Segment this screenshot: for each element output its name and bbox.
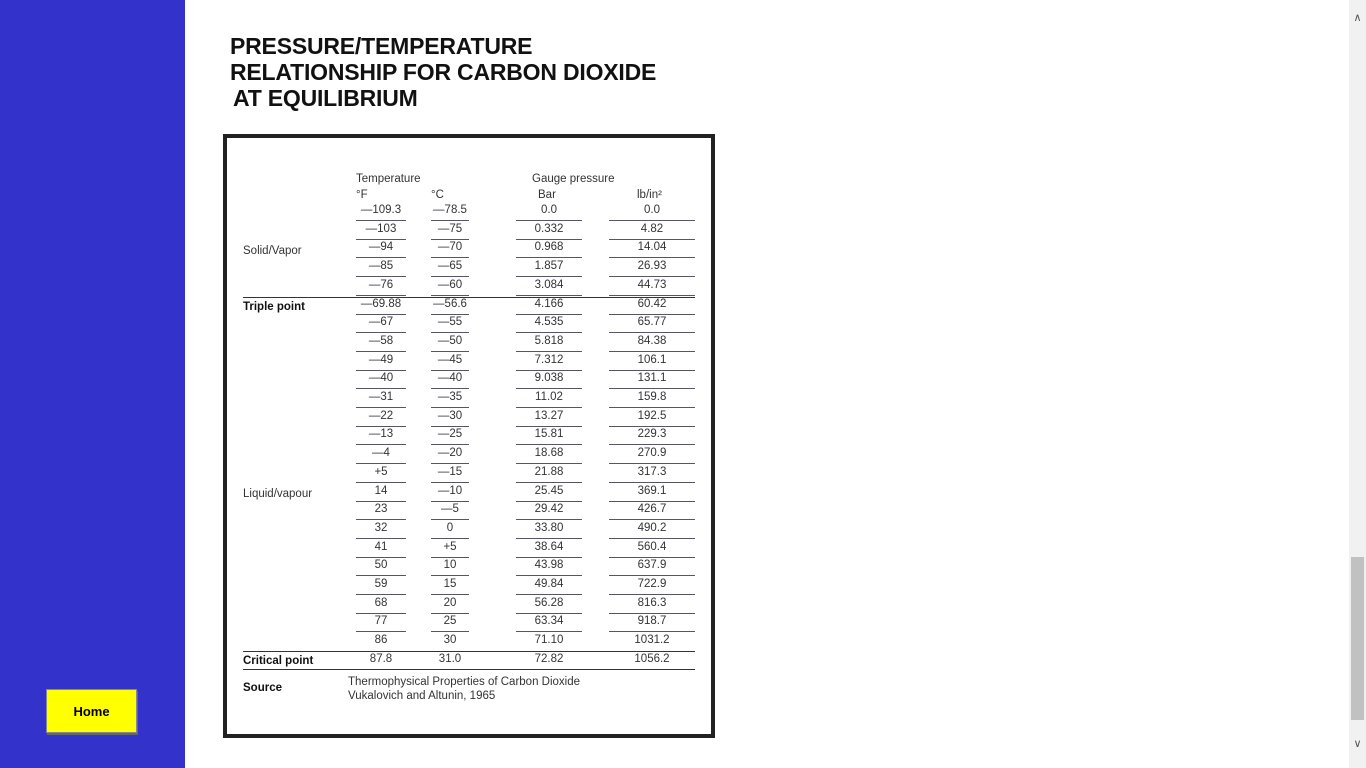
source-line-2: Vukalovich and Altunin, 1965 — [348, 690, 496, 702]
table-cell-psi: 1031.2 — [634, 634, 670, 647]
cell-underline — [431, 575, 469, 576]
table-cell-bar: 4.535 — [534, 316, 564, 329]
table-cell-c: —50 — [437, 334, 463, 347]
table-cell-bar: 0.0 — [541, 204, 557, 216]
cell-underline — [609, 314, 695, 315]
table-cell-c: —10 — [437, 484, 463, 497]
table-cell-bar: 11.02 — [535, 391, 563, 403]
cell-underline — [609, 613, 695, 614]
table-cell-bar: 3.084 — [534, 278, 564, 291]
cell-underline — [516, 426, 582, 427]
cell-underline — [356, 557, 406, 558]
cell-underline — [516, 239, 582, 240]
cell-underline — [356, 426, 406, 427]
table-cell-psi: 131.1 — [637, 372, 667, 385]
cell-underline — [609, 575, 695, 576]
header-temperature: Temperature — [356, 173, 421, 185]
table-cell-psi: 60.42 — [637, 297, 667, 310]
table-cell-f: —94 — [368, 241, 394, 254]
table-cell-c: —30 — [437, 409, 463, 422]
cell-underline — [431, 351, 469, 352]
cell-underline — [356, 501, 406, 502]
table-cell-f: 50 — [374, 559, 388, 572]
table-cell-c: —35 — [437, 391, 463, 403]
cell-underline — [431, 220, 469, 221]
cell-underline — [356, 295, 406, 296]
cell-underline — [609, 482, 695, 483]
cell-underline — [356, 370, 406, 371]
table-cell-bar: 7.312 — [534, 353, 564, 366]
table-cell-c: —78.5 — [433, 204, 467, 216]
title-line-2: RELATIONSHIP FOR CARBON DIOXIDE — [230, 59, 657, 85]
cell-underline — [516, 407, 582, 408]
source-citation — [348, 675, 580, 703]
cell-underline — [516, 519, 582, 520]
table-cell-bar: 15.81 — [534, 428, 564, 441]
cell-underline — [356, 220, 406, 221]
cell-underline — [431, 370, 469, 371]
cell-underline — [516, 257, 582, 258]
table-cell-psi: 490.2 — [637, 521, 667, 534]
table-cell-f: 23 — [374, 503, 388, 516]
triple-point-divider — [243, 297, 695, 298]
table-cell-f: +5 — [374, 465, 388, 478]
cell-underline — [431, 519, 469, 520]
cell-underline — [356, 613, 406, 614]
cell-underline — [516, 538, 582, 539]
table-cell-psi: 159.8 — [637, 391, 667, 403]
label-triple-point: Triple point — [243, 301, 305, 313]
table-cell-bar: 25.45 — [534, 484, 564, 497]
cell-underline — [356, 276, 406, 277]
table-cell-bar: 4.166 — [534, 297, 564, 310]
cell-underline — [609, 370, 695, 371]
table-cell-psi: 560.4 — [637, 540, 667, 553]
header-fahrenheit: °F — [356, 189, 368, 201]
table-cell-c: —45 — [437, 353, 463, 366]
cell-underline — [356, 631, 406, 632]
table-cell-f: 59 — [374, 578, 388, 590]
cell-underline — [431, 276, 469, 277]
table-cell-f: —58 — [368, 334, 394, 347]
cell-underline — [431, 631, 469, 632]
table-cell-psi: 14.04 — [637, 241, 667, 254]
cell-underline — [609, 501, 695, 502]
table-cell-f: —67 — [368, 316, 394, 329]
table-cell-psi: 0.0 — [644, 204, 660, 216]
cell-underline — [609, 594, 695, 595]
table-cell-f: —13 — [368, 428, 394, 441]
label-liquid-vapour: Liquid/vapour — [243, 488, 313, 500]
table-cell-f: —40 — [368, 372, 394, 385]
cell-underline — [431, 239, 469, 240]
cell-underline — [356, 463, 406, 464]
cell-underline — [356, 538, 406, 539]
header-celsius: °C — [431, 189, 444, 201]
table-cell-f: 32 — [374, 521, 388, 534]
cell-underline — [516, 557, 582, 558]
cell-underline — [431, 538, 469, 539]
cell-underline — [356, 314, 406, 315]
source-line-1: Thermophysical Properties of Carbon Dioxide — [348, 676, 581, 688]
table-cell-f: —22 — [368, 409, 394, 422]
header-bar: Bar — [538, 189, 556, 201]
table-cell-c: —5 — [441, 503, 459, 516]
cell-underline — [356, 444, 406, 445]
cell-underline — [431, 594, 469, 595]
label-source: Source — [243, 682, 282, 694]
cell-underline — [516, 370, 582, 371]
table-cell-f: —85 — [368, 260, 394, 273]
title-line-1: PRESSURE/TEMPERATURE — [230, 33, 533, 59]
table-cell-psi: 26.93 — [637, 260, 667, 273]
cell-underline — [431, 482, 469, 483]
table-cell-bar: 38.64 — [534, 540, 564, 553]
table-cell-c: —70 — [437, 241, 463, 254]
cell-underline — [516, 501, 582, 502]
table-cell-c: 20 — [443, 596, 457, 609]
cell-underline — [431, 426, 469, 427]
table-cell-bar: 71.10 — [534, 634, 564, 647]
cell-underline — [516, 388, 582, 389]
cell-underline — [609, 388, 695, 389]
cell-underline — [609, 295, 695, 296]
table-cell-f: —109.3 — [360, 204, 402, 216]
table-cell-f: 14 — [374, 484, 388, 497]
vertical-scrollbar[interactable] — [1349, 0, 1366, 768]
table-cell-f: —4 — [372, 447, 390, 460]
cell-underline — [431, 444, 469, 445]
table-cell-psi: 369.1 — [637, 484, 667, 497]
table-cell-bar: 21.88 — [534, 465, 564, 478]
table-cell-psi: 426.7 — [637, 503, 667, 516]
header-psi: lb/in² — [637, 189, 662, 201]
table-cell-psi: 4.82 — [640, 222, 664, 235]
table-cell-psi: 722.9 — [637, 578, 667, 590]
table-cell-bar: 49.84 — [534, 578, 564, 590]
cell-underline — [356, 388, 406, 389]
cell-underline — [431, 463, 469, 464]
cell-underline — [609, 557, 695, 558]
table-cell-c: 0 — [446, 521, 454, 534]
cell-underline — [431, 314, 469, 315]
cell-underline — [609, 444, 695, 445]
cell-underline — [609, 276, 695, 277]
table-cell-psi: 918.7 — [637, 615, 667, 628]
table-cell-c: —60 — [437, 278, 463, 291]
cell-underline — [356, 332, 406, 333]
table-cell-c: 30 — [443, 634, 457, 647]
header-gauge-pressure: Gauge pressure — [532, 173, 615, 185]
cell-underline — [609, 351, 695, 352]
table-cell-c: —56.6 — [433, 297, 467, 310]
table-cell-c: —25 — [437, 428, 463, 441]
label-solid-vapor: Solid/Vapor — [243, 245, 302, 257]
table-cell-psi: 816.3 — [637, 596, 667, 609]
table-cell-psi: 44.73 — [637, 278, 667, 291]
cell-underline — [431, 257, 469, 258]
table-cell-psi: 229.3 — [637, 428, 667, 441]
cell-underline — [609, 407, 695, 408]
table-cell-f: —69.88 — [360, 297, 402, 310]
table-cell-bar: 18.68 — [534, 447, 564, 460]
cell-underline — [516, 295, 582, 296]
table-cell-bar: 72.82 — [534, 652, 564, 665]
cell-underline — [356, 482, 406, 483]
table-cell-psi: 637.9 — [637, 559, 667, 572]
table-cell-c: —55 — [437, 316, 463, 329]
cell-underline — [356, 407, 406, 408]
table-cell-psi: 65.77 — [637, 316, 667, 329]
table-cell-c: 25 — [443, 615, 457, 628]
table-cell-f: 77 — [374, 615, 388, 628]
table-cell-c: —75 — [437, 222, 463, 235]
home-button[interactable]: Home — [46, 689, 137, 733]
table-cell-bar: 33.80 — [534, 521, 564, 534]
table-cell-c: —40 — [437, 372, 463, 385]
cell-underline — [609, 631, 695, 632]
critical-point-divider — [243, 651, 695, 652]
cell-underline — [356, 519, 406, 520]
table-cell-f: 41 — [374, 540, 388, 553]
table-cell-c: —65 — [437, 260, 463, 273]
cell-underline — [431, 407, 469, 408]
cell-underline — [431, 557, 469, 558]
scroll-thumb[interactable] — [1351, 557, 1364, 720]
cell-underline — [516, 631, 582, 632]
table-cell-c: 31.0 — [438, 652, 462, 665]
table-cell-c: +5 — [443, 540, 457, 553]
table-cell-f: —76 — [368, 278, 394, 291]
table-cell-f: 87.8 — [369, 652, 393, 665]
title-line-3: AT EQUILIBRIUM — [233, 85, 418, 111]
table-cell-f: —49 — [368, 353, 394, 366]
table-cell-c: —15 — [437, 465, 463, 478]
table-cell-c: 10 — [443, 559, 457, 572]
table-cell-bar: 0.968 — [534, 241, 564, 254]
cell-underline — [609, 239, 695, 240]
table-cell-f: —31 — [368, 391, 394, 403]
scroll-up-arrow-icon[interactable]: ∧ — [1353, 12, 1362, 24]
cell-underline — [356, 239, 406, 240]
table-cell-psi: 1056.2 — [634, 652, 670, 665]
cell-underline — [609, 257, 695, 258]
table-cell-bar: 29.42 — [534, 503, 564, 516]
cell-underline — [516, 613, 582, 614]
co2-table-image — [223, 134, 715, 738]
cell-underline — [609, 538, 695, 539]
table-cell-bar: 0.332 — [534, 222, 564, 235]
scroll-down-arrow-icon[interactable]: ∨ — [1353, 738, 1362, 750]
cell-underline — [516, 463, 582, 464]
table-cell-c: 15 — [443, 578, 457, 590]
page-title — [230, 33, 750, 111]
cell-underline — [516, 220, 582, 221]
cell-underline — [516, 482, 582, 483]
cell-underline — [609, 519, 695, 520]
cell-underline — [609, 426, 695, 427]
cell-underline — [431, 388, 469, 389]
table-cell-psi: 192.5 — [637, 409, 667, 422]
cell-underline — [431, 295, 469, 296]
table-cell-bar: 63.34 — [534, 615, 564, 628]
table-cell-bar: 9.038 — [534, 372, 564, 385]
label-critical-point: Critical point — [243, 655, 314, 667]
co2-table — [227, 138, 711, 734]
cell-underline — [431, 613, 469, 614]
table-cell-psi: 270.9 — [637, 447, 667, 460]
table-cell-bar: 13.27 — [534, 409, 564, 422]
cell-underline — [356, 594, 406, 595]
cell-underline — [431, 501, 469, 502]
table-cell-f: 86 — [374, 634, 388, 647]
cell-underline — [516, 594, 582, 595]
sidebar — [0, 0, 185, 768]
cell-underline — [516, 276, 582, 277]
cell-underline — [516, 314, 582, 315]
cell-underline — [516, 444, 582, 445]
cell-underline — [609, 332, 695, 333]
source-divider — [243, 669, 695, 670]
table-cell-c: —20 — [437, 447, 463, 460]
table-cell-bar: 5.818 — [534, 334, 564, 347]
table-cell-bar: 56.28 — [534, 596, 564, 609]
table-cell-f: —103 — [365, 222, 397, 235]
cell-underline — [356, 351, 406, 352]
cell-underline — [516, 575, 582, 576]
table-cell-psi: 84.38 — [637, 334, 667, 347]
table-cell-f: 68 — [374, 596, 388, 609]
cell-underline — [516, 332, 582, 333]
cell-underline — [431, 332, 469, 333]
cell-underline — [516, 351, 582, 352]
table-cell-psi: 106.1 — [637, 353, 667, 366]
table-cell-psi: 317.3 — [637, 465, 667, 478]
cell-underline — [356, 575, 406, 576]
cell-underline — [609, 463, 695, 464]
table-cell-bar: 43.98 — [534, 559, 564, 572]
cell-underline — [356, 257, 406, 258]
table-cell-bar: 1.857 — [534, 260, 564, 273]
cell-underline — [609, 220, 695, 221]
